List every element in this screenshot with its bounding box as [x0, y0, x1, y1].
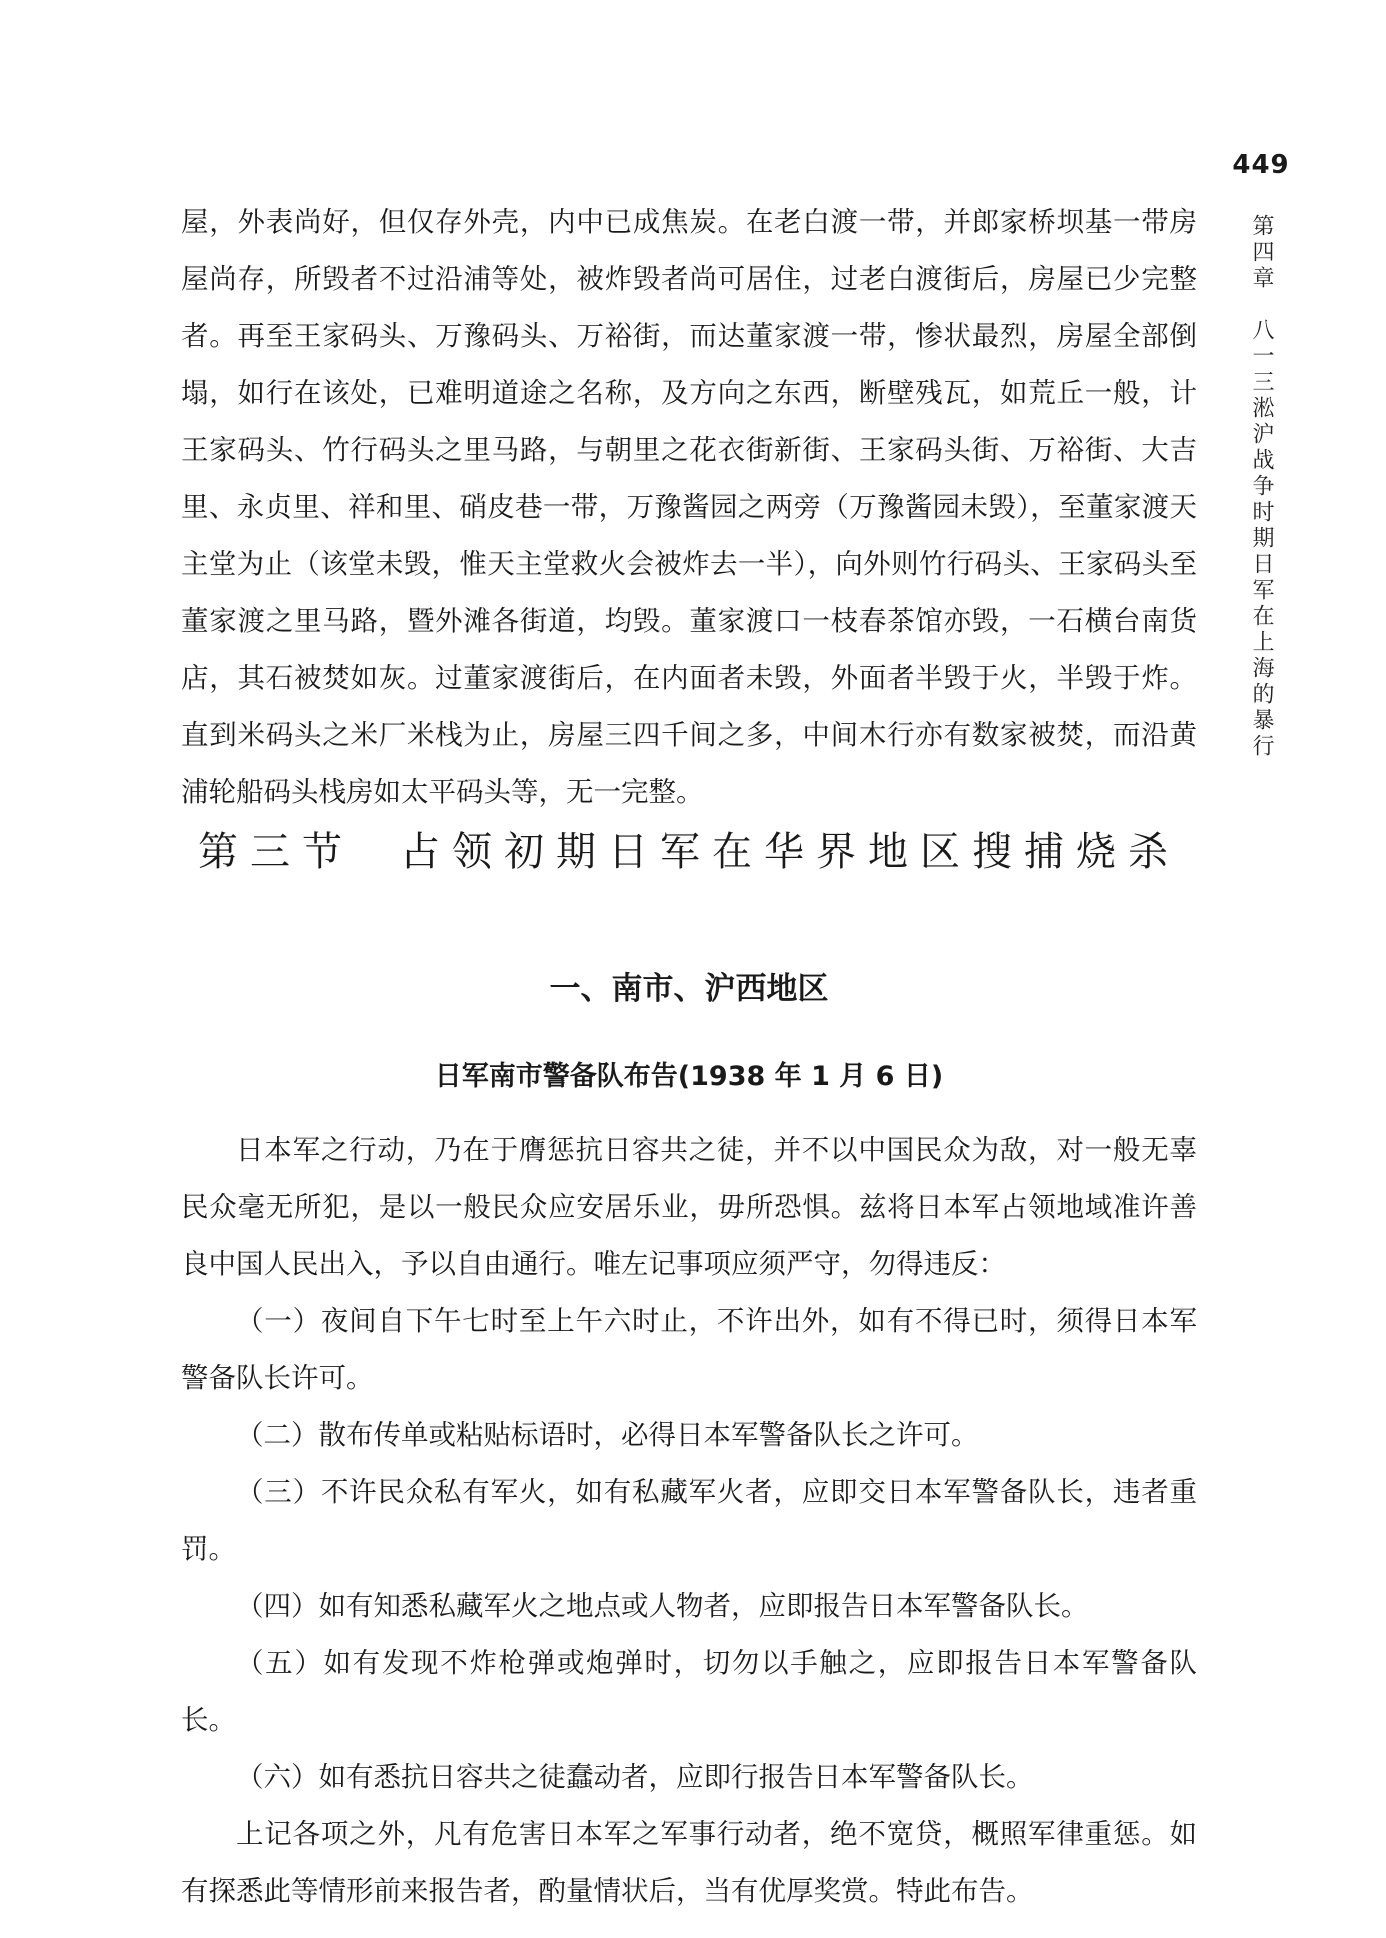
- top-text-block: [181, 194, 1197, 821]
- notice-item: （四）如有知悉私藏军火之地点或人物者，应即报告日本军警备队长。: [236, 1590, 1089, 1622]
- document-title: 日军南市警备队布告(1938 年 1 月 6 日): [434, 1061, 944, 1092]
- notice-paragraph: 日本军之行动，乃在于膺惩抗日容共之徒，并不以中国民众为敌，对一般无辜民众毫无所犯，是以一般民众应安居乐业，毋所恐惧。兹将日本军占领地域准许善良中国人民出入，予以自由通行。唯左记事项应须严守，勿得违反：: [181, 1134, 1197, 1280]
- subsection-heading: 一、南市、沪西地区: [549, 971, 829, 1007]
- section-number: 第三节: [198, 829, 354, 875]
- section-heading: [181, 820, 1197, 877]
- continued-paragraph: 屋，外表尚好，但仅存外壳，内中已成焦炭。在老白渡一带，并郎家桥坝基一带房屋尚存，所毁者不过沿浦等处，被炸毁者尚可居住，过老白渡街后，房屋已少完整者。再至王家码头、万豫码头、万裕街，而达董家渡一带，惨状最烈，房屋全部倒塌，如行在该处，已难明道途之名称，及方向之东西，断壁残瓦，如荒丘一般，计王家码头、竹行码头之里马路，与朝里之花衣街新街、王家码头街、万裕街、大吉里、永贞里、祥和里、硝皮巷一带，万豫酱园之两旁（万豫酱园未毁），至董家渡天主堂为止（该堂未毁，惟天主堂救火会被炸去一半），向外则竹行码头、王家码头至董家渡之里马路，暨外滩各街道，均毁。董家渡口一枝春茶馆亦毁，一石横台南货店，其石被焚如灰。过董家渡街后，在内面者未毁，外面者半毁于火，半毁于炸。直到米码头之米厂米栈为止，房屋三四千间之多，中间木行亦有数家被焚，而沿黄浦轮船码头栈房如太平码头等，无一完整。: [181, 206, 1197, 808]
- notice-item: （二）散布传单或粘贴标语时，必得日本军警备队长之许可。: [236, 1419, 979, 1451]
- notice-body: [181, 1122, 1197, 1920]
- notice-item: （五）如有发现不炸枪弹或炮弹时，切勿以手触之，应即报告日本军警备队长。: [181, 1647, 1197, 1736]
- section-title-text: 占领初期日军在华界地区搜捕烧杀: [400, 829, 1180, 875]
- notice-closing-paragraph: 上记各项之外，凡有危害日本军之军事行动者，绝不宽贷，概照军律重惩。如有探悉此等情形前来报告者，酌量情状后，当有优厚奖赏。特此布告。: [181, 1818, 1197, 1907]
- notice-item: （一）夜间自下午七时至上午六时止，不许出外，如有不得已时，须得日本军警备队长许可。: [181, 1305, 1197, 1394]
- notice-item: （三）不许民众私有军火，如有私藏军火者，应即交日本军警备队长，违者重罚。: [181, 1476, 1197, 1565]
- notice-item: （六）如有悉抗日容共之徒蠢动者，应即行报告日本军警备队长。: [236, 1761, 1034, 1793]
- running-chapter-title: 第四章 八一三淞沪战争时期日军在上海的暴行: [1249, 214, 1274, 760]
- page-number: 449: [1232, 150, 1290, 180]
